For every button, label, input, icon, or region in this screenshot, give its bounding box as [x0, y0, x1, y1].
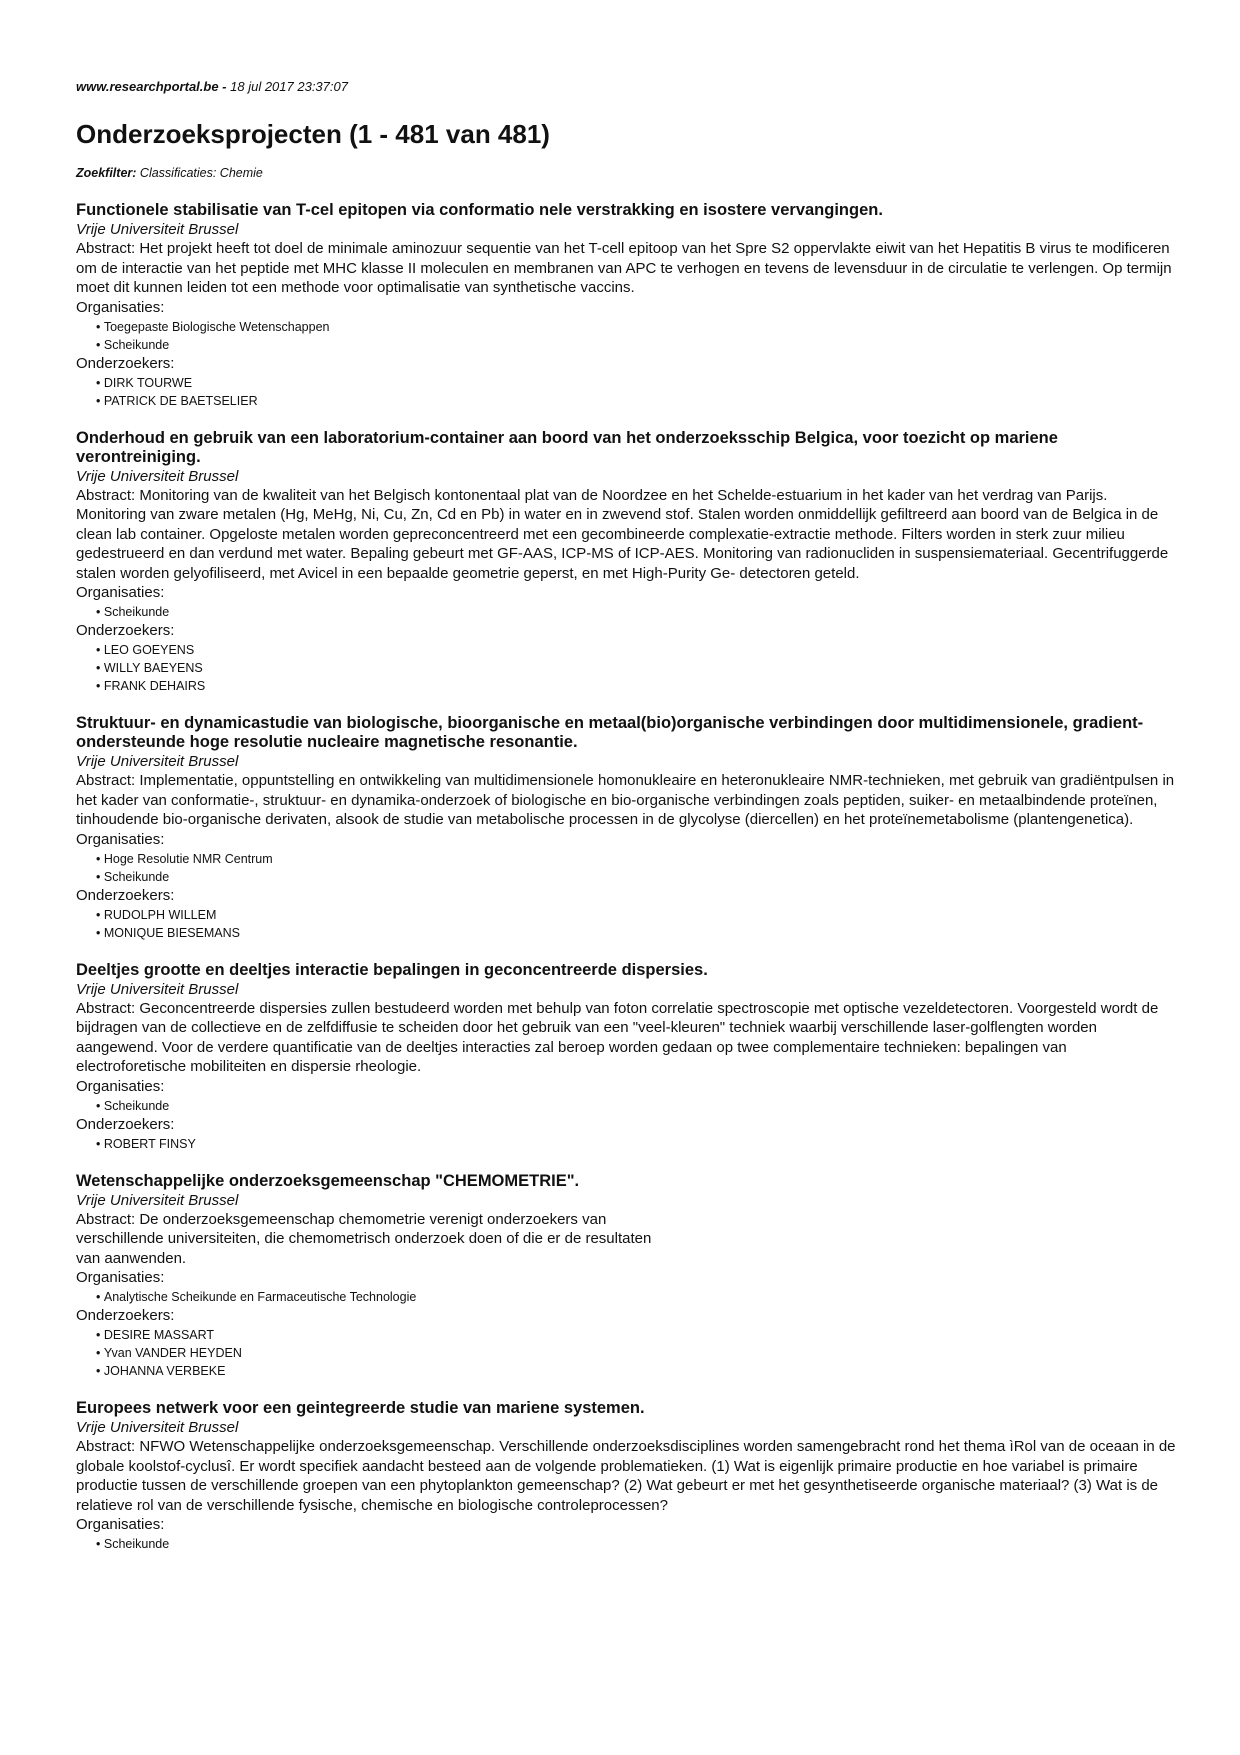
project-entry	[76, 714, 1176, 942]
organisation-item[interactable]: • Scheikunde	[96, 1535, 1176, 1553]
project-list	[76, 201, 1176, 1553]
organisations-label: Organisaties:	[76, 584, 165, 601]
researcher-item[interactable]: • LEO GOEYENS	[96, 641, 1176, 659]
project-title[interactable]: Struktuur- en dynamicastudie van biologische, bioorganische en metaal(bio)organische verbindingen door multidimensionele, gradient-ondersteunde hoge resolutie nucleaire magnetische resonantie.	[76, 714, 1144, 751]
researchers-list	[76, 641, 1176, 695]
researchers-label: Onderzoekers:	[76, 1115, 175, 1133]
project-entry	[76, 1399, 1176, 1553]
project-university: Vrije Universiteit Brussel	[76, 753, 239, 770]
researchers-label: Onderzoekers:	[76, 1307, 175, 1324]
filter-label: Zoekfilter:	[76, 166, 137, 180]
project-abstract: Abstract: De onderzoeksgemeenschap chemometrie verenigt onderzoekers van verschillende universiteiten, die chemometrisch onderzoek doen of die er de resultaten van aanwenden.	[76, 1210, 652, 1267]
organisations-list	[76, 1288, 1176, 1306]
researchers-list	[76, 1135, 1176, 1153]
researcher-item[interactable]: • DESIRE MASSART	[96, 1326, 1176, 1344]
organisation-item[interactable]: • Scheikunde	[96, 868, 1176, 886]
organisation-item[interactable]: • Scheikunde	[96, 603, 1176, 621]
project-university: Vrije Universiteit Brussel	[76, 1191, 239, 1209]
organisation-item[interactable]: • Scheikunde	[96, 1097, 1176, 1115]
project-title[interactable]: Onderhoud en gebruik van een laboratorium-container aan boord van het onderzoeksschip Belgica, voor toezicht op mariene verontreiniging.	[76, 428, 1058, 466]
project-entry	[76, 1172, 1176, 1381]
project-title[interactable]: Europees netwerk voor een geintegreerde studie van mariene systemen.	[76, 1399, 645, 1417]
project-entry	[76, 429, 1176, 696]
organisations-list	[76, 603, 1176, 621]
organisation-item[interactable]: • Hoge Resolutie NMR Centrum	[96, 850, 1176, 868]
project-university: Vrije Universiteit Brussel	[76, 980, 239, 998]
project-abstract: Abstract: Monitoring van de kwaliteit van het Belgisch kontonentaal plat van de Noordzee en het Schelde-estuarium in het kader van het verdrag van Parijs. Monitoring van zware metalen (Hg, MeHg, Ni, Cu, Zn, Cd en Pb) in water en in zwevend stof. Stalen worden onmiddellijk gefiltreerd aan boord van de Belgica in de clean lab container. Opgeloste metalen worden gepreconcentreerd met een gecombineerde complexatie-extractie methode. Filters worden in sterk zuur milieu gedestrueerd en dan verdund met water. Bepaling gebeurt met GF-AAS, ICP-MS of ICP-AES. Monitoring van radionucliden in suspensiemateriaal. Gecentrifuggerde stalen worden gelyofiliseerd, met Avicel in een bepaalde geometrie geperst, en met High-Purity Ge- detectoren geteld.	[76, 486, 1169, 582]
researcher-item[interactable]: • WILLY BAEYENS	[96, 659, 1176, 677]
organisation-item[interactable]: • Toegepaste Biologische Wetenschappen	[96, 318, 1176, 336]
page-title: Onderzoeksprojecten (1 - 481 van 481)	[76, 119, 550, 149]
researcher-item[interactable]: • JOHANNA VERBEKE	[96, 1362, 1176, 1380]
researcher-item[interactable]: • MONIQUE BIESEMANS	[96, 924, 1176, 942]
project-title[interactable]: Deeltjes grootte en deeltjes interactie bepalingen in geconcentreerde dispersies.	[76, 960, 708, 979]
organisations-label: Organisaties:	[76, 1516, 165, 1533]
project-university: Vrije Universiteit Brussel	[76, 467, 239, 485]
organisations-label: Organisaties:	[76, 830, 165, 848]
researchers-label: Onderzoekers:	[76, 886, 175, 904]
project-university: Vrije Universiteit Brussel	[76, 221, 239, 238]
researcher-item[interactable]: • RUDOLPH WILLEM	[96, 906, 1176, 924]
researchers-list	[76, 906, 1176, 942]
site-url[interactable]: www.researchportal.be -	[76, 79, 227, 94]
export-date: 18 jul 2017 23:37:07	[230, 79, 348, 94]
project-abstract: Abstract: Geconcentreerde dispersies zullen bestudeerd worden met behulp van foton correlatie spectroscopie met optische vezeldetectoren. Voorgesteld wordt de bijdragen van de collectieve en de zelfdiffusie te scheiden door het gebruik van een "veel-kleuren" techniek waarbij verschillende laser-golflengten worden aangewend. Voor de verdere quantificatie van de deeltjes interacties zal beroep worden gedaan op twee complementaire technieken: bepalingen van electroforetische mobiliteiten en dispersie rheologie.	[76, 999, 1159, 1075]
researcher-item[interactable]: • Yvan VANDER HEYDEN	[96, 1344, 1176, 1362]
researchers-label: Onderzoekers:	[76, 354, 175, 372]
researchers-label: Onderzoekers:	[76, 622, 175, 639]
organisations-label: Organisaties:	[76, 1077, 165, 1095]
researchers-list	[76, 1326, 1176, 1380]
researcher-item[interactable]: • ROBERT FINSY	[96, 1135, 1176, 1153]
organisations-list	[76, 1535, 1176, 1553]
project-abstract: Abstract: Het projekt heeft tot doel de minimale aminozuur sequentie van het T-cell epitoop van het Spre S2 oppervlakte eiwit van het Hepatitis B virus te modificeren om de interactie van het peptide met MHC klasse II moleculen en membranen van APC te verhogen en tevens de levensduur in de circulatie te verlengen. Op termijn moet dit kunnen leiden tot een methode voor optimalisatie van synthetische vaccins.	[76, 240, 1172, 296]
search-filter	[76, 166, 1176, 181]
page-header	[76, 79, 1176, 94]
project-university: Vrije Universiteit Brussel	[76, 1419, 239, 1436]
organisations-label: Organisaties:	[76, 298, 165, 316]
project-title[interactable]: Wetenschappelijke onderzoeksgemeenschap "CHEMOMETRIE".	[76, 1171, 580, 1190]
page-content	[76, 79, 1176, 1553]
researcher-item[interactable]: • DIRK TOURWE	[96, 374, 1176, 392]
researchers-list	[76, 374, 1176, 410]
researcher-item[interactable]: • FRANK DEHAIRS	[96, 677, 1176, 695]
organisation-item[interactable]: • Scheikunde	[96, 336, 1176, 354]
organisations-label: Organisaties:	[76, 1269, 165, 1286]
organisation-item[interactable]: • Analytische Scheikunde en Farmaceutische Technologie	[96, 1288, 1176, 1306]
project-entry	[76, 201, 1176, 410]
project-title[interactable]: Functionele stabilisatie van T-cel epitopen via conformatio nele verstrakking en isostere vervangingen.	[76, 201, 883, 219]
project-abstract: Abstract: NFWO Wetenschappelijke onderzoeksgemeenschap. Verschillende onderzoeksdisciplines worden samengebracht rond het thema ìRol van de oceaan in de globale koolstof-cyclusî. Er wordt specifiek aandacht besteed aan de volgende problematieken. (1) Wat is eigenlijk primaire productie en hoe variabel is primaire productie tussen de verschillende groepen van een phytoplankton gemeenschap? (2) Wat gebeurt er met het gesynthetiseerde organische materiaal? (3) Wat is de relatieve rol van de verschillende fysische, chemische en biologische controleprocessen?	[76, 1438, 1176, 1514]
organisations-list	[76, 1097, 1176, 1115]
project-entry	[76, 961, 1176, 1153]
filter-value: Classificaties: Chemie	[139, 166, 263, 180]
project-abstract: Abstract: Implementatie, oppuntstelling en ontwikkeling van multidimensionele homonukleaire en heteronukleaire NMR-technieken, met gebruik van gradiëntpulsen in het kader van conformatie-, struktuur- en dynamika-onderzoek of biologische en bio-organische verbindingen zoals peptiden, suiker- en metaalbindende proteïnen, tinhoudende bio-organische derivaten, alsook de studie van metabolische processen in de glycolyse (diercellen) en het proteïnemetabolisme (plantengenetica).	[76, 772, 1175, 828]
organisations-list	[76, 850, 1176, 886]
researcher-item[interactable]: • PATRICK DE BAETSELIER	[96, 392, 1176, 410]
organisations-list	[76, 318, 1176, 354]
